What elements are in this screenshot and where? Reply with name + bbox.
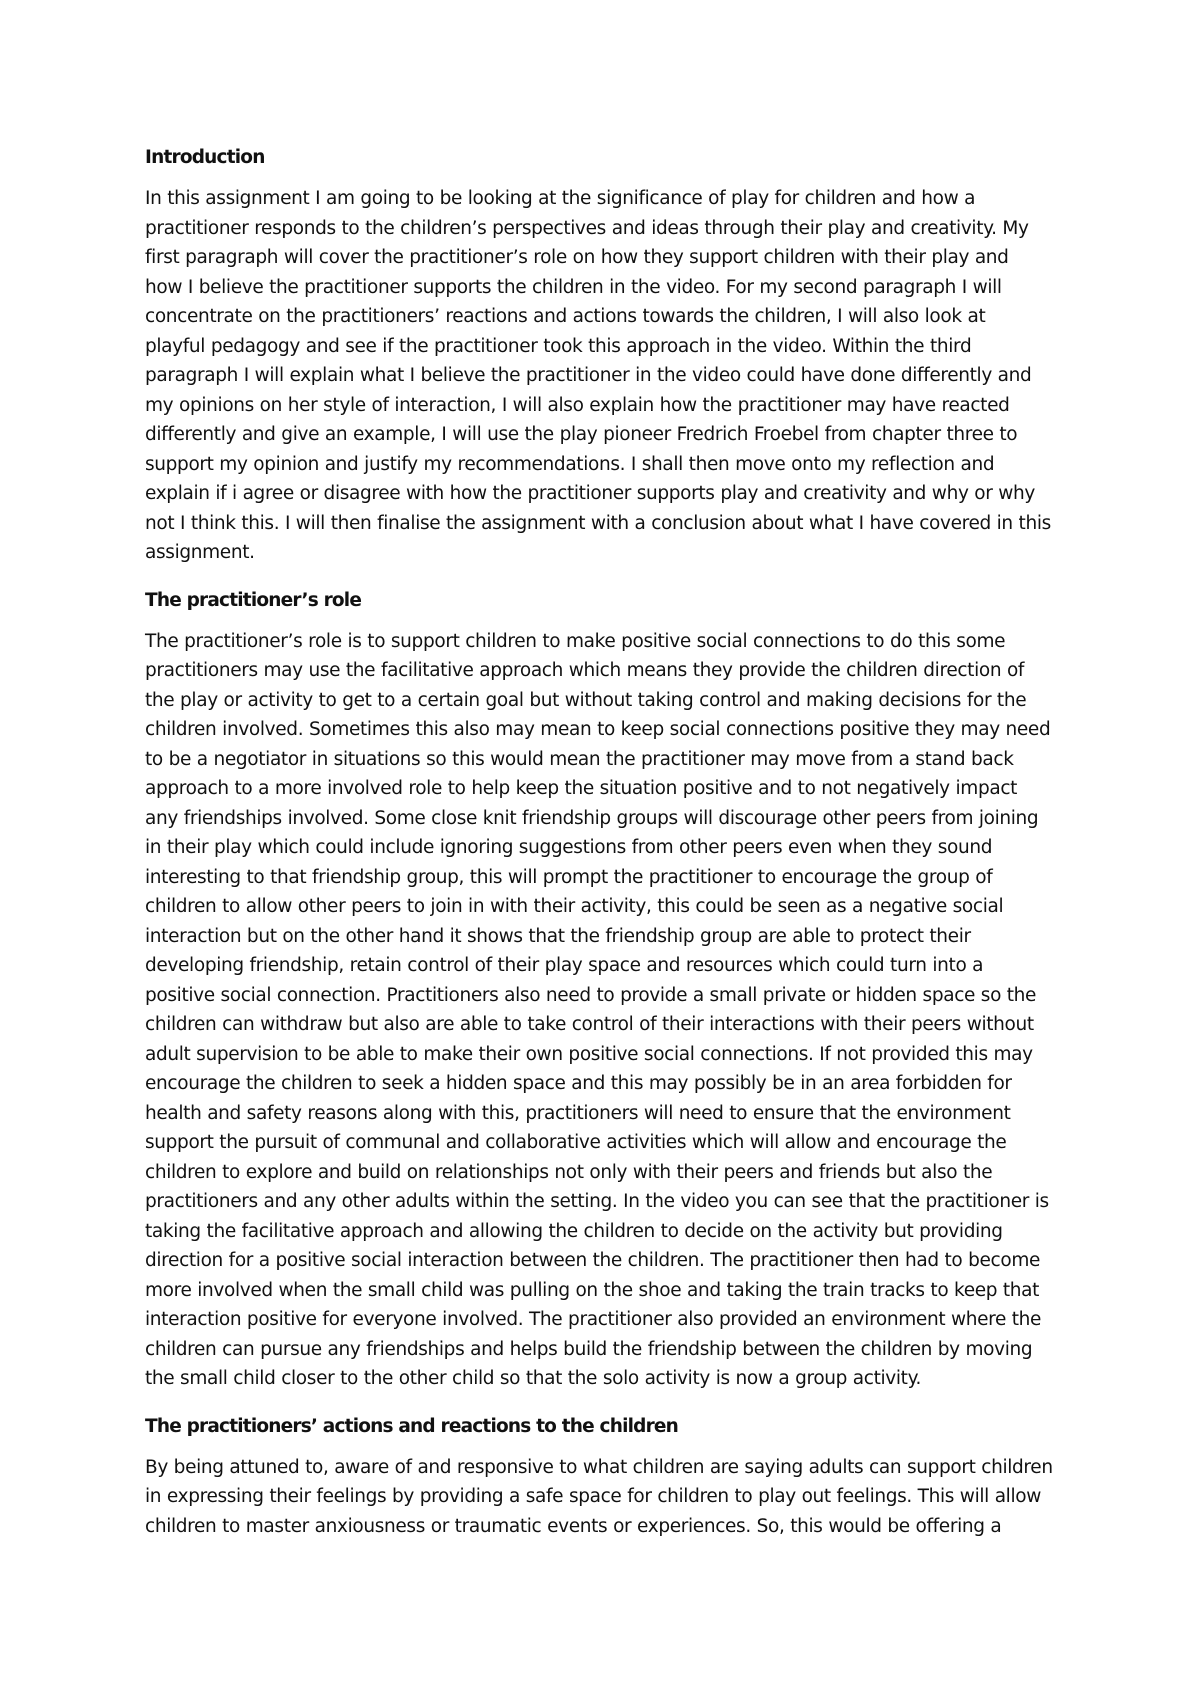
text-line: support the pursuit of communal and collaborative activities which will allow and encourage the	[145, 1132, 1007, 1153]
text-line: children to allow other peers to join in with their activity, this could be seen as a negative social	[145, 896, 1004, 917]
section-heading: The practitioner’s role	[145, 589, 362, 611]
text-line: children can pursue any friendships and helps build the friendship between the children by moving	[145, 1338, 1033, 1360]
text-line: differently and give an example, I will use the play pioneer Fredrich Froebel from chapter three to	[145, 424, 1018, 445]
text-line: playful pedagogy and see if the practitioner took this approach in the video. Within the third	[145, 335, 972, 357]
text-line: encourage the children to seek a hidden space and this may possibly be in an area forbidden for	[145, 1073, 1012, 1094]
text-line: direction for a positive social interaction between the children. The practitioner then had to become	[145, 1250, 1041, 1271]
text-line: concentrate on the practitioners’ reactions and actions towards the children, I will also look at	[145, 306, 986, 327]
text-line: The practitioner’s role is to support children to make positive social connections to do this some	[145, 630, 1006, 652]
text-line: more involved when the small child was pulling on the shoe and taking the train tracks to keep that	[145, 1279, 1040, 1301]
text-line: practitioners and any other adults within the setting. In the video you can see that the practitioner is	[145, 1191, 1049, 1212]
text-line: first paragraph will cover the practitioner’s role on how they support children with their play and	[145, 247, 1009, 268]
text-line: children to master anxiousness or traumatic events or experiences. So, this would be offering a	[145, 1515, 1002, 1537]
text-line: practitioner responds to the children’s perspectives and ideas through their play and creativity. My	[145, 217, 1029, 239]
paragraph	[145, 1453, 1065, 1542]
text-line: approach to a more involved role to help keep the situation positive and to not negatively impact	[145, 778, 1018, 799]
text-line: assignment.	[145, 542, 255, 563]
text-line: explain if i agree or disagree with how the practitioner supports play and creativity and why or why	[145, 483, 1035, 504]
document-body	[145, 143, 1065, 1559]
text-line: my opinions on her style of interaction, I will also explain how the practitioner may have reacted	[145, 394, 1010, 416]
section-practitioners-role	[145, 586, 1065, 1394]
text-line: taking the facilitative approach and allowing the children to decide on the activity but providing	[145, 1220, 1003, 1242]
text-line: the play or activity to get to a certain goal but without taking control and making decisions for the	[145, 689, 1027, 711]
text-line: developing friendship, retain control of their play space and resources which could turn into a	[145, 955, 984, 976]
text-line: children to explore and build on relationships not only with their peers and friends but also the	[145, 1161, 993, 1183]
text-line: practitioners may use the facilitative approach which means they provide the children direction of	[145, 660, 1025, 681]
text-line: to be a negotiator in situations so this would mean the practitioner may move from a stand back	[145, 748, 1014, 770]
text-line: how I believe the practitioner supports the children in the video. For my second paragraph I will	[145, 276, 1002, 298]
section-practitioners-actions	[145, 1412, 1065, 1542]
section-heading: The practitioners’ actions and reactions to the children	[145, 1415, 679, 1437]
section-heading: Introduction	[145, 147, 265, 168]
text-line: in expressing their feelings by providing a safe space for children to play out feelings. This will allow	[145, 1486, 1042, 1507]
text-line: any friendships involved. Some close knit friendship groups will discourage other peers from joining	[145, 807, 1039, 829]
text-line: adult supervision to be able to make their own positive social connections. If not provided this may	[145, 1043, 1033, 1065]
text-line: in their play which could include ignoring suggestions from other peers even when they sound	[145, 837, 993, 858]
section-introduction	[145, 143, 1065, 568]
paragraph	[145, 184, 1065, 568]
text-line: By being attuned to, aware of and responsive to what children are saying adults can support children	[145, 1456, 1053, 1478]
text-line: interesting to that friendship group, this will prompt the practitioner to encourage the group of	[145, 866, 993, 888]
text-line: paragraph I will explain what I believe the practitioner in the video could have done differently and	[145, 365, 1032, 386]
text-line: not I think this. I will then finalise the assignment with a conclusion about what I have covered in this	[145, 512, 1051, 534]
text-line: In this assignment I am going to be looking at the significance of play for children and how a	[145, 188, 976, 209]
text-line: children involved. Sometimes this also may mean to keep social connections positive they may need	[145, 719, 1051, 740]
text-line: children can withdraw but also are able to take control of their interactions with their peers without	[145, 1014, 1034, 1035]
paragraph	[145, 627, 1065, 1394]
text-line: support my opinion and justify my recommendations. I shall then move onto my reflection and	[145, 453, 995, 475]
text-line: health and safety reasons along with this, practitioners will need to ensure that the environment	[145, 1102, 1011, 1124]
text-line: the small child closer to the other child so that the solo activity is now a group activity.	[145, 1368, 922, 1389]
text-line: positive social connection. Practitioners also need to provide a small private or hidden space so the	[145, 984, 1037, 1006]
text-line: interaction but on the other hand it shows that the friendship group are able to protect their	[145, 925, 971, 947]
text-line: interaction positive for everyone involved. The practitioner also provided an environment where the	[145, 1309, 1042, 1330]
